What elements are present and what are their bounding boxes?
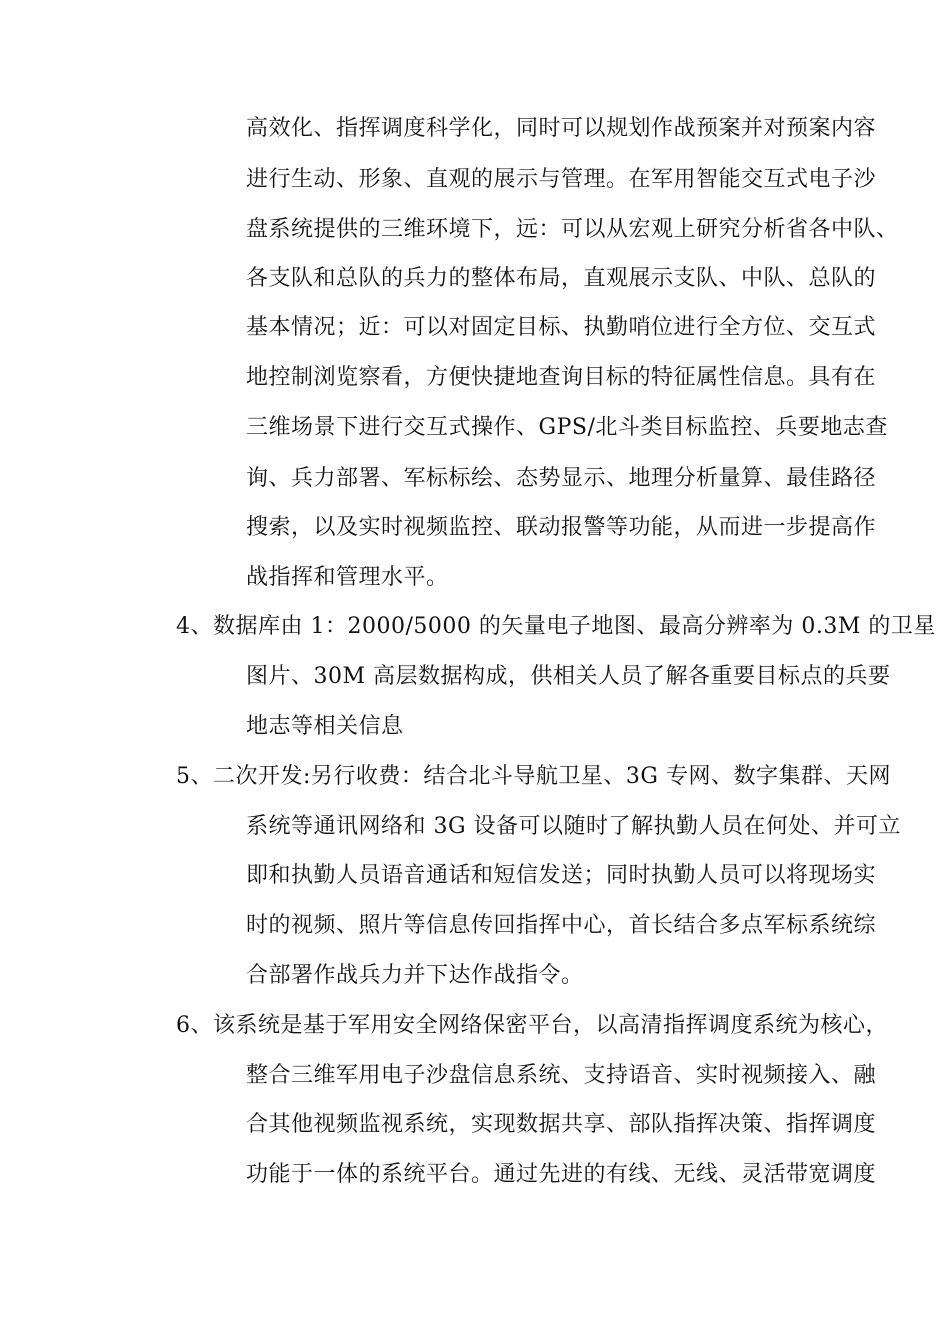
list-item-4-line: 图片、30M 高层数据构成，供相关人员了解各重要目标点的兵要 — [246, 664, 891, 689]
list-item-5-line: 即和执勤人员语音通话和短信发送；同时执勤人员可以将现场实 — [246, 863, 877, 888]
list-item-5-line: 系统等通讯网络和 3G 设备可以随时了解执勤人员在何处、并可立 — [246, 814, 902, 839]
paragraph-line: 战指挥和管理水平。 — [246, 565, 449, 590]
list-item-6-line: 整合三维军用电子沙盘信息系统、支持语音、实时视频接入、融 — [246, 1063, 877, 1088]
list-item-4-line: 4、数据库由 1：2000/5000 的矢量电子地图、最高分辨率为 0.3M 的卫星 — [176, 614, 936, 639]
paragraph-line: 基本情况；近：可以对固定目标、执勤哨位进行全方位、交互式 — [246, 315, 877, 340]
list-item-4-line: 地志等相关信息 — [246, 714, 404, 739]
list-item-6-line: 6、该系统是基于军用安全网络保密平台，以高清指挥调度系统为核心， — [176, 1013, 888, 1038]
list-item-6-line: 功能于一体的系统平台。通过先进的有线、无线、灵活带宽调度 — [246, 1162, 877, 1187]
paragraph-line: 地控制浏览察看，方便快捷地查询目标的特征属性信息。具有在 — [246, 365, 877, 390]
paragraph-line: 盘系统提供的三维环境下，远：可以从宏观上研究分析省各中队、 — [246, 217, 899, 242]
paragraph-line: 高效化、指挥调度科学化，同时可以规划作战预案并对预案内容 — [246, 116, 877, 141]
paragraph-line: 搜索，以及实时视频监控、联动报警等功能，从而进一步提高作 — [246, 515, 877, 540]
list-item-5-line: 时的视频、照片等信息传回指挥中心，首长结合多点军标系统综 — [246, 913, 877, 938]
paragraph-line: 各支队和总队的兵力的整体布局，直观展示支队、中队、总队的 — [246, 266, 877, 291]
list-item-6-line: 合其他视频监视系统，实现数据共享、部队指挥决策、指挥调度 — [246, 1112, 877, 1137]
paragraph-line: 进行生动、形象、直观的展示与管理。在军用智能交互式电子沙 — [246, 167, 877, 192]
paragraph-line: 询、兵力部署、军标标绘、态势显示、地理分析量算、最佳路径 — [246, 466, 877, 491]
paragraph-line: 三维场景下进行交互式操作、GPS/北斗类目标监控、兵要地志查 — [246, 415, 888, 440]
list-item-5-line: 5、二次开发:另行收费：结合北斗导航卫星、3G 专网、数字集群、天网 — [176, 764, 891, 789]
list-item-5-line: 合部署作战兵力并下达作战指令。 — [246, 963, 584, 988]
